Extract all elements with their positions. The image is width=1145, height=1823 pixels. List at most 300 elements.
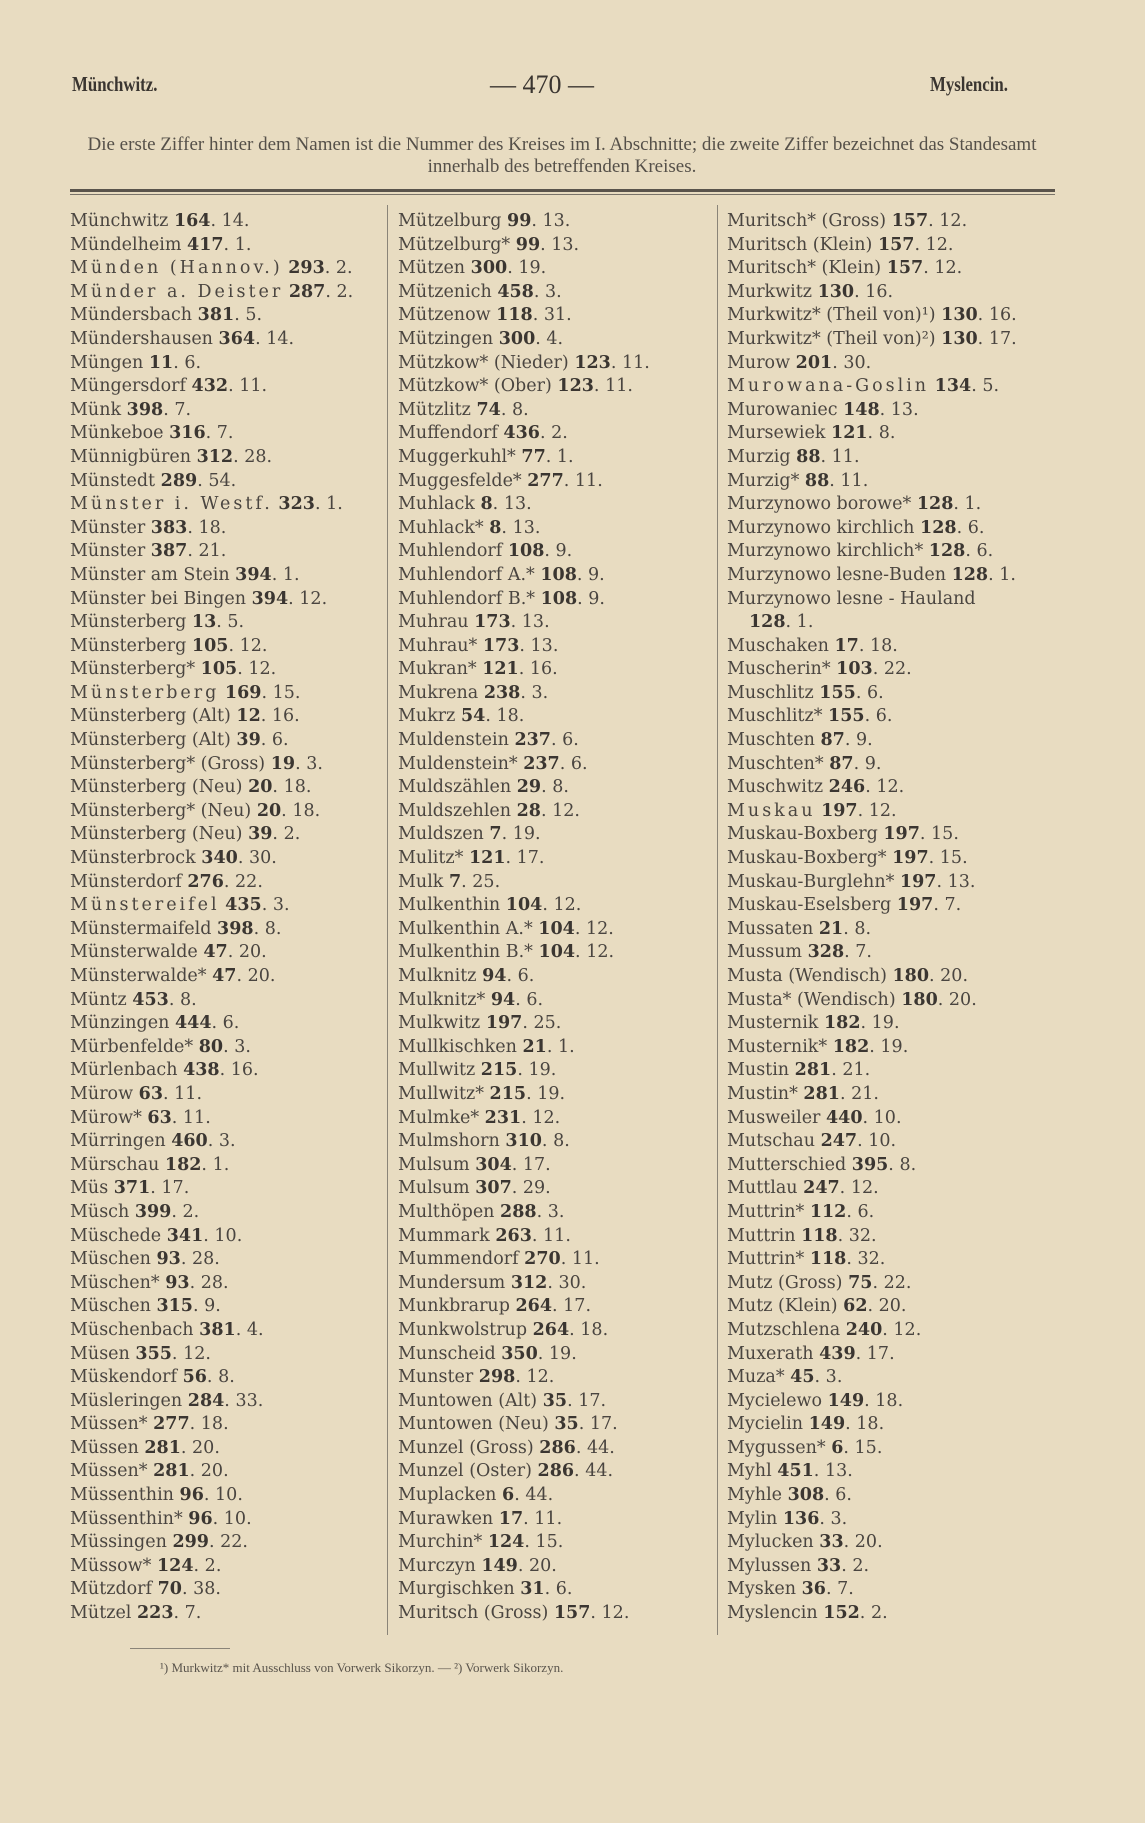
place-name: Mullwitz*	[398, 1083, 484, 1104]
district-number: 87	[820, 730, 845, 751]
district-number: 197	[892, 848, 929, 869]
place-name: Mützkow* (Nieder)	[398, 352, 569, 373]
index-entry: Muttrin 118. 32.	[727, 1225, 877, 1246]
district-number: 231	[484, 1107, 522, 1128]
registry-office-number: 28	[244, 446, 267, 467]
intro-note: Die erste Ziffer hinter dem Namen ist die Nummer des Kreises im I. Abschnitte; die zweite Ziffer bezeichnet das Standesamt innerhalb des betreffenden Kreises.	[87, 134, 1037, 177]
place-name: Müs	[70, 1178, 109, 1199]
registry-office-number: 21	[851, 1083, 874, 1104]
index-entry: Murowaniec 148. 13.	[727, 399, 919, 420]
district-number: 108	[507, 541, 545, 562]
registry-office-number: 19	[548, 1343, 572, 1364]
registry-office-number: 6	[835, 1485, 847, 1506]
place-name: Mylucken	[727, 1532, 814, 1553]
registry-office-number: 44	[585, 1461, 608, 1482]
place-name: Murczyn	[398, 1555, 476, 1576]
district-number: 371	[113, 1178, 151, 1199]
index-entry: Muschten 87. 9.	[727, 730, 873, 751]
district-number: 289	[160, 470, 198, 491]
registry-office-number: 9	[855, 730, 868, 751]
index-entry: Mützingen 300. 4.	[398, 328, 564, 349]
place-name: Musta* (Wendisch)	[727, 989, 896, 1010]
registry-office-number: 32	[848, 1225, 872, 1246]
registry-office-number: 3	[531, 682, 543, 703]
district-number: 182	[832, 1036, 870, 1057]
registry-office-number: 22	[883, 1272, 906, 1293]
place-name: Muscherin*	[727, 659, 831, 680]
place-name: Münster	[70, 541, 146, 562]
district-number: 286	[539, 1437, 576, 1458]
index-entry: Myslencin 152. 2.	[727, 1603, 888, 1624]
index-entry: Murzig* 88. 11.	[727, 470, 869, 491]
registry-office-number: 10	[868, 1131, 891, 1152]
place-name: Münsterberg	[70, 635, 187, 656]
district-number: 124	[157, 1555, 194, 1576]
district-number: 453	[132, 989, 169, 1010]
place-name: Müsch	[70, 1201, 130, 1222]
district-number: 105	[200, 659, 238, 680]
index-entry: Münster bei Bingen 394. 12.	[70, 588, 328, 609]
registry-office-number: 18	[200, 1414, 224, 1435]
index-entry: Müssenthin 96. 10.	[70, 1485, 243, 1506]
district-number: 104	[505, 895, 543, 916]
place-name: Mützingen	[398, 328, 494, 349]
district-number: 123	[557, 376, 594, 397]
place-name: Mukrz	[398, 706, 456, 727]
district-number: 6	[831, 1437, 844, 1458]
district-number: 74	[476, 399, 501, 420]
registry-office-number: 12	[553, 895, 576, 916]
registry-office-number: 11	[574, 470, 598, 491]
place-name: Murow	[727, 352, 791, 373]
registry-office-number: 2	[204, 1555, 216, 1576]
district-number: 312	[510, 1272, 548, 1293]
registry-office-number: 6	[570, 753, 582, 774]
district-number: 88	[804, 470, 830, 491]
district-number: 108	[540, 564, 577, 585]
district-number: 439	[819, 1343, 856, 1364]
index-entry: Mürlenbach 438. 16.	[70, 1060, 259, 1081]
registry-office-number: 12	[934, 258, 957, 279]
place-name: Münkeboe	[70, 423, 164, 444]
place-name: Muritsch (Klein)	[727, 234, 873, 255]
district-number: 99	[515, 234, 541, 255]
district-number: 152	[823, 1603, 860, 1624]
index-entry: Muscherin* 103. 22.	[727, 659, 912, 680]
place-name: Müssenthin	[70, 1485, 174, 1506]
place-name: Müschen	[70, 1249, 151, 1270]
index-entry: Mundersum 312. 30.	[398, 1272, 587, 1293]
district-number: 28	[516, 800, 541, 821]
district-number: 432	[191, 376, 229, 397]
column-divider	[717, 205, 718, 1635]
district-number: 62	[843, 1296, 868, 1317]
registry-office-number: 1	[556, 446, 569, 467]
index-entry: Muskau-Boxberg* 197. 15.	[727, 848, 968, 869]
index-entry: Mützel 223. 7.	[70, 1603, 202, 1624]
registry-office-number: 5	[227, 612, 239, 633]
district-number: 104	[538, 918, 575, 939]
district-number: 323	[278, 494, 315, 515]
index-entry: Munkbrarup 264. 17.	[398, 1296, 592, 1317]
district-number: 35	[554, 1414, 579, 1435]
page-number: — 470 —	[490, 70, 594, 99]
index-entry: Münchwitz 164. 14.	[70, 211, 250, 231]
place-name: Murchin*	[398, 1532, 483, 1553]
place-name: Mulsum	[398, 1178, 470, 1199]
district-number: 328	[807, 942, 845, 963]
registry-office-number: 14	[266, 328, 289, 349]
registry-office-number: 7	[837, 1579, 849, 1600]
index-entry: Myhl 451. 13.	[727, 1461, 853, 1482]
index-entry: Munscheid 350. 19.	[398, 1343, 577, 1364]
index-entry: Mürow 63. 11.	[70, 1083, 203, 1104]
place-name: Mummark	[398, 1225, 490, 1246]
index-entry: Muldenstein 237. 6.	[398, 730, 579, 751]
index-entry: Mürbenfelde* 80. 3.	[70, 1036, 251, 1057]
district-number: 128	[928, 541, 966, 562]
district-number: 340	[201, 848, 238, 869]
place-name: Murzynowo lesne-Buden	[727, 564, 946, 585]
place-name: Mützen	[398, 258, 466, 279]
place-name: Muxerath	[727, 1343, 814, 1364]
index-entry: Münsterwalde 47. 20.	[70, 942, 267, 963]
registry-office-number: 38	[193, 1579, 216, 1600]
district-number: 21	[818, 918, 844, 939]
district-number: 104	[538, 942, 576, 963]
registry-office-number: 1	[234, 234, 246, 255]
running-head-left: Münchwitz.	[72, 72, 158, 96]
index-entry: Mützlitz 74. 8.	[398, 399, 529, 420]
index-column-1	[70, 210, 353, 1626]
registry-office-number: 1	[326, 494, 338, 515]
place-name: Muritsch* (Gross)	[727, 211, 887, 231]
district-number: 99	[507, 211, 532, 231]
place-name: Munzel (Gross)	[398, 1437, 534, 1458]
registry-office-number: 6	[967, 517, 979, 538]
index-entry: Muza* 45. 3.	[727, 1367, 843, 1388]
place-name: Mürbenfelde*	[70, 1036, 194, 1057]
registry-office-number: 11	[174, 1083, 197, 1104]
index-entry: Multhöpen 288. 3.	[398, 1201, 565, 1222]
district-number: 128	[749, 612, 786, 633]
registry-office-number: 8	[218, 1367, 230, 1388]
index-entry: Muritsch* (Gross) 157. 12.	[727, 211, 968, 231]
place-name: Muldszehlen	[398, 800, 512, 821]
district-number: 281	[794, 1060, 832, 1081]
index-entry: Mummark 263. 11.	[398, 1225, 571, 1246]
index-entry: Mylucken 33. 20.	[727, 1532, 883, 1553]
index-entry: Muschwitz 246. 12.	[727, 777, 905, 798]
district-number: 276	[187, 871, 224, 892]
registry-office-number: 25	[533, 1013, 556, 1034]
place-name: Münsterberg*	[70, 659, 196, 680]
registry-office-number: 18	[283, 777, 306, 798]
place-name: Muldenstein*	[398, 753, 518, 774]
place-name: Mulitz*	[398, 848, 464, 869]
registry-office-number: 12	[876, 777, 899, 798]
district-number: 247	[820, 1131, 858, 1152]
district-number: 20	[248, 777, 273, 798]
district-number: 247	[803, 1178, 840, 1199]
registry-office-number: 22	[220, 1532, 243, 1553]
district-number: 435	[225, 895, 262, 916]
index-entry: Mützelburg* 99. 13.	[398, 234, 580, 255]
place-name: Münsterwalde*	[70, 966, 207, 986]
registry-office-number: 44	[525, 1485, 548, 1506]
registry-office-number: 11	[534, 1508, 557, 1529]
index-entry: Mürschau 182. 1.	[70, 1154, 230, 1175]
place-name: Munzel (Oster)	[398, 1461, 532, 1482]
district-number: 12	[236, 706, 261, 727]
place-name: Münzingen	[70, 1013, 170, 1034]
registry-office-number: 12	[939, 211, 962, 231]
place-name: Muttrin	[727, 1225, 796, 1246]
registry-office-number: 13	[530, 635, 553, 656]
index-entry: Murzig 88. 11.	[727, 446, 860, 467]
registry-office-number: 12	[850, 1178, 874, 1199]
registry-office-number: 6	[875, 706, 887, 727]
place-name: Muntowen (Alt)	[398, 1390, 538, 1411]
index-entry: Münster am Stein 394. 1.	[70, 564, 300, 585]
index-entry: Mutzschlena 240. 12.	[727, 1319, 922, 1340]
registry-office-number: 4	[546, 328, 558, 349]
district-number: 197	[485, 1013, 523, 1034]
index-column-3	[727, 210, 1017, 1626]
registry-office-number: 8	[511, 399, 524, 420]
registry-office-number: 12	[601, 1603, 624, 1624]
place-name: Musternik	[727, 1013, 819, 1034]
index-entry: Murzynowo lesne-Buden 128. 1.	[727, 564, 1016, 585]
district-number: 237	[523, 753, 560, 774]
place-name: Müschen*	[70, 1272, 160, 1293]
index-entry: Mulkenthin 104. 12.	[398, 895, 582, 916]
registry-office-number: 6	[857, 1201, 869, 1222]
place-name: Mukrena	[398, 682, 479, 703]
registry-office-number: 15	[272, 682, 295, 703]
place-name: Mulkenthin	[398, 895, 501, 916]
district-number: 80	[198, 1036, 224, 1057]
index-entry: Murchin* 124. 15.	[398, 1532, 564, 1553]
district-number: 237	[514, 730, 551, 751]
index-entry: Mussum 328. 7.	[727, 942, 872, 963]
registry-office-number: 6	[271, 730, 284, 751]
district-number: 281	[803, 1083, 840, 1104]
place-name: Muttrin*	[727, 1249, 805, 1270]
index-entry: Mycielewo 149. 18.	[727, 1390, 904, 1411]
index-entry: Mützelburg 99. 13.	[398, 211, 571, 231]
place-name: Münder a. Deister	[70, 281, 284, 302]
registry-office-number: 6	[562, 730, 574, 751]
index-entry: Murczyn 149. 20.	[398, 1555, 557, 1576]
place-name: Muldenstein	[398, 730, 509, 751]
index-entry: Mürow* 63. 11.	[70, 1107, 211, 1128]
place-name: Mussum	[727, 942, 803, 963]
index-entry	[727, 588, 1017, 612]
district-number: 180	[901, 989, 938, 1010]
index-entry: Muritsch (Gross) 157. 12.	[398, 1603, 630, 1624]
place-name: Mylin	[727, 1508, 778, 1529]
index-entry: Mützkow* (Ober) 123. 11.	[398, 376, 633, 397]
index-entry: Muldszehlen 28. 12.	[398, 800, 580, 821]
index-entry: Münsterberg* (Neu) 20. 18.	[70, 800, 321, 821]
district-number: 136	[782, 1508, 820, 1529]
index-entry: Münder a. Deister 287. 2.	[70, 281, 354, 302]
district-number: 157	[886, 258, 924, 279]
place-name: Multhöpen	[398, 1201, 495, 1222]
registry-office-number: 13	[512, 517, 535, 538]
district-number: 7	[489, 824, 502, 845]
registry-office-number: 13	[503, 494, 527, 515]
footnote: ¹) Murkwitz* mit Ausschluss von Vorwerk Sikorzyn. — ²) Vorwerk Sikorzyn.	[160, 1660, 564, 1675]
district-number: 36	[801, 1579, 826, 1600]
place-name: Muggesfelde*	[398, 470, 522, 491]
index-entry: Mustin* 281. 21.	[727, 1083, 879, 1104]
place-name: Murkwitz* (Theil von)²)	[727, 328, 936, 349]
place-name: Munkbrarup	[398, 1296, 510, 1317]
registry-office-number: 13	[824, 1461, 848, 1482]
place-name: Mützenich	[398, 281, 492, 302]
registry-office-number: 12	[868, 800, 892, 821]
registry-office-number: 32	[857, 1249, 880, 1270]
registry-office-number: 18	[292, 800, 315, 821]
district-number: 75	[848, 1272, 873, 1293]
registry-office-number: 11	[621, 352, 645, 373]
registry-office-number: 6	[866, 682, 879, 703]
registry-office-number: 20	[940, 966, 963, 986]
district-number: 124	[487, 1532, 525, 1553]
district-number: 281	[153, 1461, 190, 1482]
index-entry: Murawken 17. 11.	[398, 1508, 563, 1529]
place-name: Müssen*	[70, 1461, 148, 1482]
registry-office-number: 11	[182, 1107, 206, 1128]
district-number: 128	[951, 564, 989, 585]
registry-office-number: 7	[174, 399, 186, 420]
district-number: 130	[941, 305, 978, 326]
place-name: Münk	[70, 399, 122, 420]
place-name: Münnigbüren	[70, 446, 191, 467]
place-name: Mullwitz	[398, 1060, 476, 1081]
index-entry: Mustin 281. 21.	[727, 1060, 871, 1081]
place-name: Müntz	[70, 989, 127, 1010]
index-entry: Mutz (Gross) 75. 22.	[727, 1272, 912, 1293]
district-number: 149	[481, 1555, 518, 1576]
index-entry: Mützkow* (Nieder) 123. 11.	[398, 352, 650, 373]
place-name: Muskau-Boxberg	[727, 824, 878, 845]
place-name: Mürow	[70, 1083, 134, 1104]
place-name: Müskendorf	[70, 1367, 177, 1388]
place-name: Muskau-Boxberg*	[727, 848, 887, 869]
district-number: 128	[916, 494, 954, 515]
place-name: Mulknitz	[398, 966, 477, 986]
district-number: 246	[828, 777, 866, 798]
index-entry: Muldszen 7. 19.	[398, 824, 541, 845]
place-name: Mutz (Klein)	[727, 1296, 838, 1317]
place-name: Muffendorf	[398, 423, 498, 444]
index-entry: Musternik* 182. 19.	[727, 1036, 909, 1057]
index-column-2	[398, 210, 650, 1626]
index-entry: Münster i. Westf. 323. 1.	[70, 494, 343, 515]
header-rule-thin	[70, 194, 1055, 195]
place-name: Muschaken	[727, 635, 829, 656]
place-name: Münsterbrock	[70, 848, 196, 869]
index-entry: Muggesfelde* 277. 11.	[398, 470, 603, 491]
index-entry: Murkwitz 130. 16.	[727, 281, 894, 302]
registry-office-number: 12	[183, 1343, 206, 1364]
district-number: 355	[135, 1343, 172, 1364]
registry-office-number: 18	[580, 1319, 603, 1340]
index-entry: Murzynowo kirchlich* 128. 6.	[727, 541, 994, 562]
registry-office-number: 22	[235, 871, 258, 892]
district-number: 310	[505, 1131, 542, 1152]
index-entry: Müssow* 124. 2.	[70, 1555, 222, 1576]
place-name: Muldszen	[398, 824, 484, 845]
district-number: 31	[520, 1579, 545, 1600]
registry-office-number: 13	[542, 211, 565, 231]
registry-office-number: 10	[215, 1485, 238, 1506]
index-entry: Muldenstein* 237. 6.	[398, 753, 588, 774]
district-number: 128	[920, 517, 957, 538]
district-number: 240	[845, 1319, 883, 1340]
index-entry: Mulknitz* 94. 6.	[398, 989, 544, 1010]
district-number: 350	[501, 1343, 538, 1364]
registry-office-number: 19	[528, 1060, 551, 1081]
district-number: 35	[542, 1390, 568, 1411]
index-entry: Münstedt 289. 54.	[70, 470, 237, 491]
index-entry: Müssen* 281. 20.	[70, 1461, 229, 1482]
registry-office-number: 3	[825, 1367, 837, 1388]
registry-office-number: 44	[586, 1437, 610, 1458]
registry-office-number: 10	[214, 1225, 237, 1246]
index-entry: Murkwitz* (Theil von)²) 130. 17.	[727, 328, 1017, 349]
district-number: 33	[816, 1555, 842, 1576]
registry-office-number: 19	[518, 258, 541, 279]
district-number: 398	[217, 918, 254, 939]
place-name: Mulknitz*	[398, 989, 486, 1010]
place-name: Murzynowo kirchlich*	[727, 541, 924, 562]
registry-office-number: 2	[870, 1603, 883, 1624]
index-entry: Murow 201. 30.	[727, 352, 872, 373]
district-number: 96	[188, 1508, 213, 1529]
place-name: Mycielin	[727, 1414, 804, 1435]
place-name: Münsterberg (Neu)	[70, 777, 243, 798]
district-number: 197	[896, 895, 934, 916]
registry-office-number: 16	[865, 281, 888, 302]
registry-office-number: 30	[843, 352, 866, 373]
place-name: Murawken	[398, 1508, 494, 1529]
registry-office-number: 19	[512, 824, 536, 845]
index-entry: Mullkischken 21. 1.	[398, 1036, 575, 1057]
registry-office-number: 7	[944, 895, 956, 916]
index-entry: Muschlitz* 155. 6.	[727, 706, 893, 727]
registry-office-number: 7	[855, 942, 867, 963]
registry-office-number: 6	[976, 541, 988, 562]
registry-office-number: 6	[517, 966, 529, 986]
registry-office-number: 2	[335, 258, 348, 279]
index-entry: Muskau-Boxberg 197. 15.	[727, 824, 959, 845]
registry-office-number: 17	[589, 1414, 613, 1435]
registry-office-number: 21	[842, 1060, 865, 1081]
place-name: Muza*	[727, 1367, 785, 1388]
registry-office-number: 17	[516, 848, 539, 869]
registry-office-number: 15	[535, 1532, 558, 1553]
registry-office-number: 13	[947, 871, 970, 892]
registry-office-number: 9	[588, 588, 600, 609]
registry-office-number: 20	[247, 966, 270, 986]
index-entry: Münstereifel 435. 3.	[70, 895, 290, 916]
registry-office-number: 17	[866, 1343, 890, 1364]
registry-office-number: 12	[248, 659, 271, 680]
